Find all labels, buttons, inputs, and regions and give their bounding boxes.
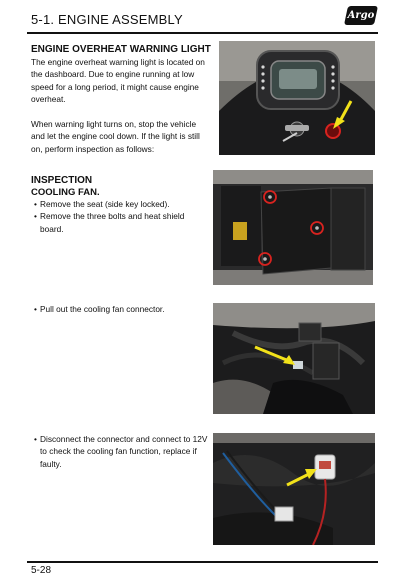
overheat-paragraph-2: When warning light turns on, stop the vehicle and let the engine cool down. If the light is still on, perform inspection as follows:	[31, 119, 200, 154]
header-section-title: 5-1. ENGINE ASSEMBLY	[31, 12, 183, 27]
list-item: • Disconnect the connector and connect to 12V to check the cooling fan function, replace if faulty.	[34, 434, 208, 469]
list-item: • Remove the seat (side key locked).	[34, 199, 170, 209]
header-rule	[27, 32, 378, 34]
cooling-fan-test-photo	[213, 433, 375, 545]
heat-shield-board-photo	[213, 170, 373, 285]
overheat-paragraph-1: The engine overheat warning light is located on the dashboard. Due to engine running at low speed for a long period, it might cause engine overheat.	[31, 57, 205, 104]
overheat-heading: ENGINE OVERHEAT WARNING LIGHT	[31, 44, 211, 55]
dashboard-warning-light-photo	[219, 41, 375, 155]
steps-group-1	[31, 198, 209, 235]
steps-group-2	[31, 303, 209, 315]
inspection-heading: INSPECTION	[31, 175, 93, 186]
cooling-fan-connector-photo	[213, 303, 375, 414]
argo-logo: Argo	[344, 6, 378, 25]
footer-rule	[27, 561, 378, 563]
cooling-fan-subheading: COOLING FAN.	[31, 187, 100, 198]
list-item: • Remove the three bolts and heat shield board.	[34, 211, 185, 234]
page-number: 5-28	[31, 565, 52, 576]
steps-group-3	[31, 433, 209, 470]
list-item: • Pull out the cooling fan connector.	[34, 304, 165, 314]
